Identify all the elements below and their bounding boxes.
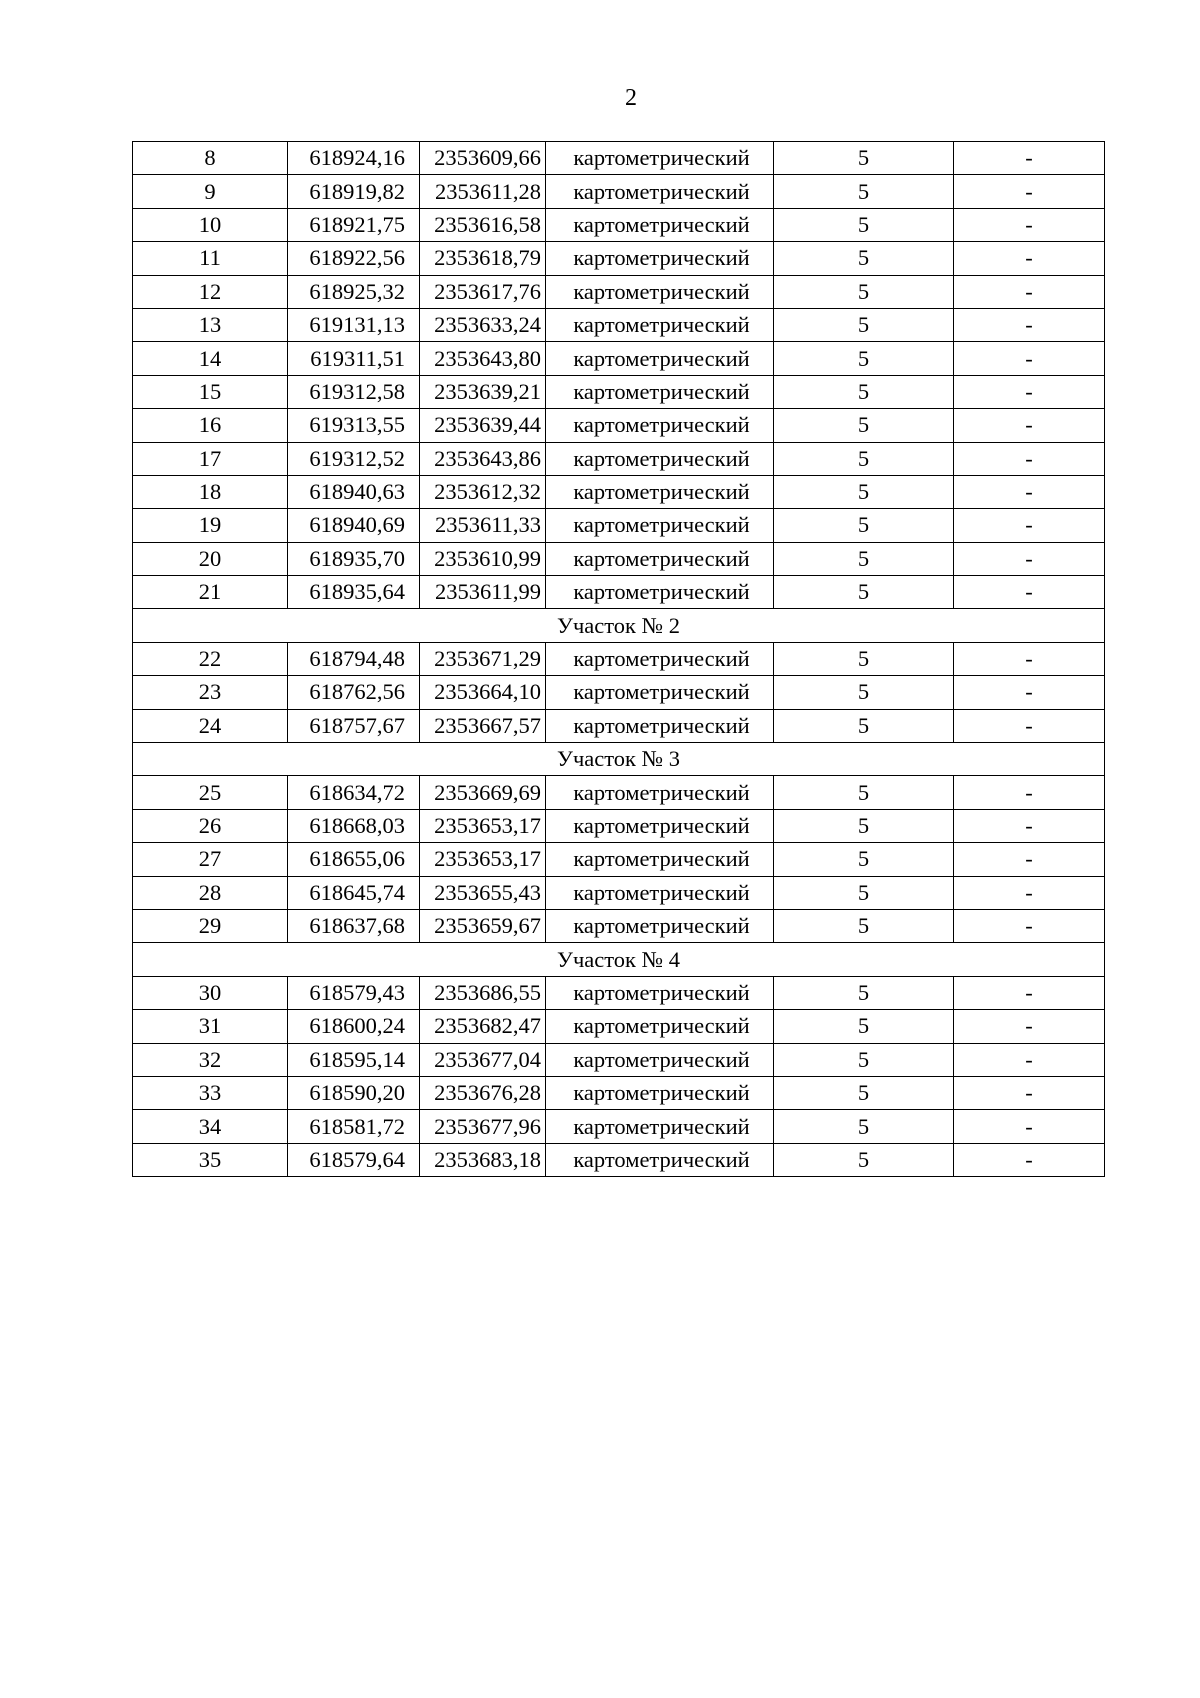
- x-coordinate-cell: 618757,67: [288, 709, 420, 742]
- x-coordinate-cell: 618637,68: [288, 909, 420, 942]
- point-number-cell: 9: [133, 175, 288, 208]
- table-row: [133, 843, 1105, 876]
- table-row: [133, 709, 1105, 742]
- y-coordinate-cell: 2353611,33: [420, 509, 546, 542]
- point-number-cell: 34: [133, 1110, 288, 1143]
- point-number-cell: 24: [133, 709, 288, 742]
- note-cell: -: [954, 976, 1105, 1009]
- x-coordinate-cell: 618655,06: [288, 843, 420, 876]
- x-coordinate-cell: 619131,13: [288, 308, 420, 341]
- y-coordinate-cell: 2353611,28: [420, 175, 546, 208]
- accuracy-cell: 5: [774, 1010, 954, 1043]
- x-coordinate-cell: 618762,56: [288, 676, 420, 709]
- table-row: [133, 1076, 1105, 1109]
- method-cell: картометрический: [546, 275, 774, 308]
- accuracy-cell: 5: [774, 542, 954, 575]
- note-cell: -: [954, 1110, 1105, 1143]
- x-coordinate-cell: 618924,16: [288, 142, 420, 175]
- x-coordinate-cell: 618634,72: [288, 776, 420, 809]
- note-cell: -: [954, 1043, 1105, 1076]
- method-cell: картометрический: [546, 342, 774, 375]
- y-coordinate-cell: 2353616,58: [420, 208, 546, 241]
- point-number-cell: 22: [133, 642, 288, 675]
- x-coordinate-cell: 619312,58: [288, 375, 420, 408]
- method-cell: картометрический: [546, 876, 774, 909]
- y-coordinate-cell: 2353686,55: [420, 976, 546, 1009]
- point-number-cell: 17: [133, 442, 288, 475]
- accuracy-cell: 5: [774, 242, 954, 275]
- note-cell: -: [954, 843, 1105, 876]
- point-number-cell: 27: [133, 843, 288, 876]
- method-cell: картометрический: [546, 442, 774, 475]
- table-row: [133, 809, 1105, 842]
- note-cell: -: [954, 509, 1105, 542]
- table-row: [133, 142, 1105, 175]
- point-number-cell: 31: [133, 1010, 288, 1043]
- table-row: [133, 976, 1105, 1009]
- x-coordinate-cell: 618579,43: [288, 976, 420, 1009]
- table-row: [133, 576, 1105, 609]
- accuracy-cell: 5: [774, 776, 954, 809]
- point-number-cell: 19: [133, 509, 288, 542]
- y-coordinate-cell: 2353639,44: [420, 409, 546, 442]
- note-cell: -: [954, 809, 1105, 842]
- accuracy-cell: 5: [774, 308, 954, 341]
- method-cell: картометрический: [546, 976, 774, 1009]
- accuracy-cell: 5: [774, 275, 954, 308]
- table-row: [133, 175, 1105, 208]
- accuracy-cell: 5: [774, 342, 954, 375]
- point-number-cell: 14: [133, 342, 288, 375]
- note-cell: -: [954, 475, 1105, 508]
- note-cell: -: [954, 275, 1105, 308]
- method-cell: картометрический: [546, 1143, 774, 1176]
- table-row: [133, 642, 1105, 675]
- y-coordinate-cell: 2353611,99: [420, 576, 546, 609]
- method-cell: картометрический: [546, 1043, 774, 1076]
- note-cell: -: [954, 1010, 1105, 1043]
- point-number-cell: 23: [133, 676, 288, 709]
- accuracy-cell: 5: [774, 676, 954, 709]
- x-coordinate-cell: 618935,64: [288, 576, 420, 609]
- x-coordinate-cell: 618668,03: [288, 809, 420, 842]
- x-coordinate-cell: 618590,20: [288, 1076, 420, 1109]
- y-coordinate-cell: 2353664,10: [420, 676, 546, 709]
- note-cell: -: [954, 242, 1105, 275]
- x-coordinate-cell: 618794,48: [288, 642, 420, 675]
- method-cell: картометрический: [546, 242, 774, 275]
- accuracy-cell: 5: [774, 809, 954, 842]
- x-coordinate-cell: 618925,32: [288, 275, 420, 308]
- section-header-row: [133, 743, 1105, 776]
- point-number-cell: 20: [133, 542, 288, 575]
- accuracy-cell: 5: [774, 843, 954, 876]
- table-row: [133, 208, 1105, 241]
- note-cell: -: [954, 776, 1105, 809]
- point-number-cell: 28: [133, 876, 288, 909]
- point-number-cell: 26: [133, 809, 288, 842]
- note-cell: -: [954, 342, 1105, 375]
- note-cell: -: [954, 208, 1105, 241]
- y-coordinate-cell: 2353639,21: [420, 375, 546, 408]
- x-coordinate-cell: 618940,63: [288, 475, 420, 508]
- y-coordinate-cell: 2353671,29: [420, 642, 546, 675]
- table-row: [133, 475, 1105, 508]
- page-number: 2: [625, 85, 637, 111]
- note-cell: -: [954, 175, 1105, 208]
- note-cell: -: [954, 709, 1105, 742]
- section-header-row: [133, 943, 1105, 976]
- table-row: [133, 542, 1105, 575]
- table-row: [133, 776, 1105, 809]
- x-coordinate-cell: 619311,51: [288, 342, 420, 375]
- point-number-cell: 16: [133, 409, 288, 442]
- method-cell: картометрический: [546, 1110, 774, 1143]
- method-cell: картометрический: [546, 776, 774, 809]
- accuracy-cell: 5: [774, 1110, 954, 1143]
- accuracy-cell: 5: [774, 375, 954, 408]
- y-coordinate-cell: 2353617,76: [420, 275, 546, 308]
- accuracy-cell: 5: [774, 709, 954, 742]
- note-cell: -: [954, 375, 1105, 408]
- y-coordinate-cell: 2353682,47: [420, 1010, 546, 1043]
- accuracy-cell: 5: [774, 1076, 954, 1109]
- y-coordinate-cell: 2353610,99: [420, 542, 546, 575]
- table-row: [133, 1010, 1105, 1043]
- note-cell: -: [954, 676, 1105, 709]
- y-coordinate-cell: 2353633,24: [420, 308, 546, 341]
- method-cell: картометрический: [546, 1076, 774, 1109]
- accuracy-cell: 5: [774, 876, 954, 909]
- table-row: [133, 1043, 1105, 1076]
- accuracy-cell: 5: [774, 976, 954, 1009]
- point-number-cell: 11: [133, 242, 288, 275]
- y-coordinate-cell: 2353683,18: [420, 1143, 546, 1176]
- point-number-cell: 18: [133, 475, 288, 508]
- point-number-cell: 33: [133, 1076, 288, 1109]
- x-coordinate-cell: 619313,55: [288, 409, 420, 442]
- point-number-cell: 32: [133, 1043, 288, 1076]
- accuracy-cell: 5: [774, 909, 954, 942]
- method-cell: картометрический: [546, 1010, 774, 1043]
- point-number-cell: 21: [133, 576, 288, 609]
- note-cell: -: [954, 876, 1105, 909]
- accuracy-cell: 5: [774, 409, 954, 442]
- point-number-cell: 15: [133, 375, 288, 408]
- y-coordinate-cell: 2353653,17: [420, 809, 546, 842]
- y-coordinate-cell: 2353643,86: [420, 442, 546, 475]
- method-cell: картометрический: [546, 909, 774, 942]
- accuracy-cell: 5: [774, 208, 954, 241]
- y-coordinate-cell: 2353669,69: [420, 776, 546, 809]
- x-coordinate-cell: 618921,75: [288, 208, 420, 241]
- method-cell: картометрический: [546, 375, 774, 408]
- accuracy-cell: 5: [774, 642, 954, 675]
- table-row: [133, 909, 1105, 942]
- y-coordinate-cell: 2353659,67: [420, 909, 546, 942]
- method-cell: картометрический: [546, 809, 774, 842]
- table-row: [133, 342, 1105, 375]
- table-row: [133, 1110, 1105, 1143]
- method-cell: картометрический: [546, 576, 774, 609]
- accuracy-cell: 5: [774, 509, 954, 542]
- note-cell: -: [954, 308, 1105, 341]
- table-row: [133, 876, 1105, 909]
- note-cell: -: [954, 142, 1105, 175]
- note-cell: -: [954, 642, 1105, 675]
- x-coordinate-cell: 618940,69: [288, 509, 420, 542]
- y-coordinate-cell: 2353655,43: [420, 876, 546, 909]
- section-title: Участок № 3: [133, 743, 1105, 776]
- table-row: [133, 509, 1105, 542]
- table-row: [133, 375, 1105, 408]
- x-coordinate-cell: 618600,24: [288, 1010, 420, 1043]
- method-cell: картометрический: [546, 142, 774, 175]
- section-title: Участок № 2: [133, 609, 1105, 642]
- method-cell: картометрический: [546, 709, 774, 742]
- method-cell: картометрический: [546, 475, 774, 508]
- x-coordinate-cell: 618581,72: [288, 1110, 420, 1143]
- note-cell: -: [954, 442, 1105, 475]
- note-cell: -: [954, 576, 1105, 609]
- table-row: [133, 676, 1105, 709]
- accuracy-cell: 5: [774, 576, 954, 609]
- point-number-cell: 35: [133, 1143, 288, 1176]
- point-number-cell: 25: [133, 776, 288, 809]
- coordinates-table-body: [133, 142, 1105, 1177]
- note-cell: -: [954, 1143, 1105, 1176]
- table-row: [133, 275, 1105, 308]
- accuracy-cell: 5: [774, 1143, 954, 1176]
- method-cell: картометрический: [546, 175, 774, 208]
- method-cell: картометрический: [546, 642, 774, 675]
- note-cell: -: [954, 909, 1105, 942]
- x-coordinate-cell: 618919,82: [288, 175, 420, 208]
- point-number-cell: 10: [133, 208, 288, 241]
- coordinates-table: [132, 141, 1105, 1177]
- accuracy-cell: 5: [774, 175, 954, 208]
- accuracy-cell: 5: [774, 142, 954, 175]
- section-title: Участок № 4: [133, 943, 1105, 976]
- method-cell: картометрический: [546, 843, 774, 876]
- method-cell: картометрический: [546, 542, 774, 575]
- point-number-cell: 29: [133, 909, 288, 942]
- y-coordinate-cell: 2353609,66: [420, 142, 546, 175]
- table-row: [133, 409, 1105, 442]
- x-coordinate-cell: 618922,56: [288, 242, 420, 275]
- method-cell: картометрический: [546, 509, 774, 542]
- note-cell: -: [954, 1076, 1105, 1109]
- accuracy-cell: 5: [774, 442, 954, 475]
- point-number-cell: 8: [133, 142, 288, 175]
- table-row: [133, 442, 1105, 475]
- section-header-row: [133, 609, 1105, 642]
- y-coordinate-cell: 2353667,57: [420, 709, 546, 742]
- note-cell: -: [954, 409, 1105, 442]
- point-number-cell: 13: [133, 308, 288, 341]
- point-number-cell: 12: [133, 275, 288, 308]
- table-row: [133, 308, 1105, 341]
- y-coordinate-cell: 2353653,17: [420, 843, 546, 876]
- y-coordinate-cell: 2353677,96: [420, 1110, 546, 1143]
- x-coordinate-cell: 618579,64: [288, 1143, 420, 1176]
- note-cell: -: [954, 542, 1105, 575]
- method-cell: картометрический: [546, 208, 774, 241]
- point-number-cell: 30: [133, 976, 288, 1009]
- x-coordinate-cell: 618645,74: [288, 876, 420, 909]
- accuracy-cell: 5: [774, 475, 954, 508]
- x-coordinate-cell: 618595,14: [288, 1043, 420, 1076]
- method-cell: картометрический: [546, 409, 774, 442]
- y-coordinate-cell: 2353677,04: [420, 1043, 546, 1076]
- accuracy-cell: 5: [774, 1043, 954, 1076]
- y-coordinate-cell: 2353612,32: [420, 475, 546, 508]
- y-coordinate-cell: 2353643,80: [420, 342, 546, 375]
- method-cell: картометрический: [546, 308, 774, 341]
- x-coordinate-cell: 619312,52: [288, 442, 420, 475]
- table-row: [133, 242, 1105, 275]
- y-coordinate-cell: 2353618,79: [420, 242, 546, 275]
- method-cell: картометрический: [546, 676, 774, 709]
- x-coordinate-cell: 618935,70: [288, 542, 420, 575]
- y-coordinate-cell: 2353676,28: [420, 1076, 546, 1109]
- table-row: [133, 1143, 1105, 1176]
